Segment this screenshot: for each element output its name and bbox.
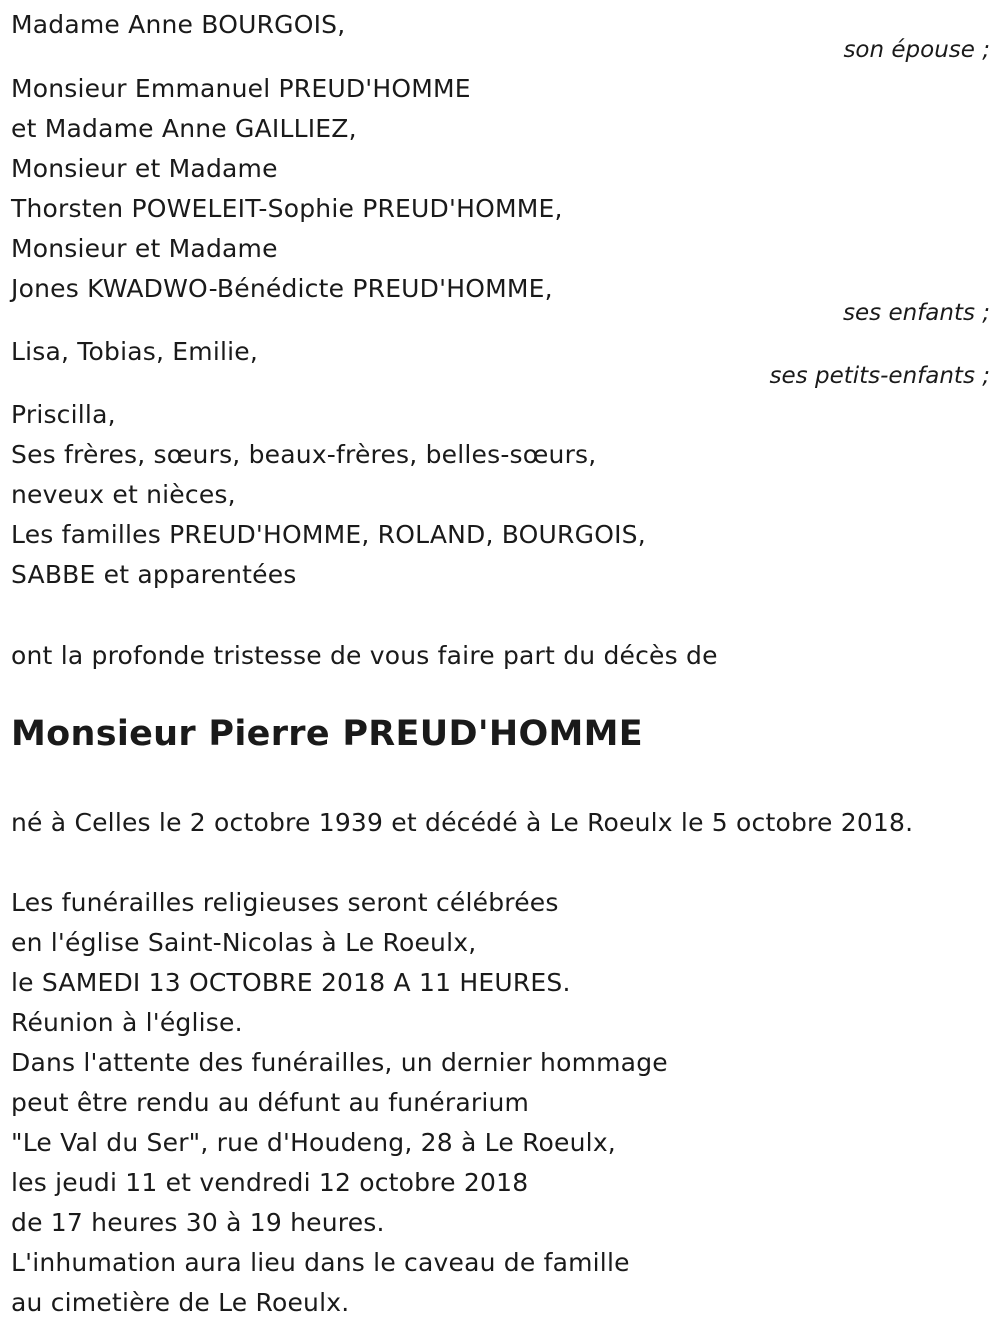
funeral-line: les jeudi 11 et vendredi 12 octobre 2018 [11,1168,529,1197]
spouse-role: son épouse ; [843,37,990,63]
birth-death-line: né à Celles le 2 octobre 1939 et décédé à Le Roeulx le 5 octobre 2018. [11,808,914,837]
family-line: Les familles PREUD'HOMME, ROLAND, BOURGOIS, [11,520,646,549]
family-line: neveux et nièces, [11,480,236,509]
grandchildren-role: ses petits-enfants ; [769,363,990,389]
children-role: ses enfants ; [843,300,990,326]
child-line: Monsieur et Madame [11,234,278,263]
child-line: Monsieur Emmanuel PREUD'HOMME [11,74,471,103]
family-line: Priscilla, [11,400,116,429]
funeral-line: Réunion à l'église. [11,1008,243,1037]
family-line: Ses frères, sœurs, beaux-frères, belles-sœurs, [11,440,597,469]
funeral-line: "Le Val du Ser", rue d'Houdeng, 28 à Le Roeulx, [11,1128,616,1157]
funeral-line: en l'église Saint-Nicolas à Le Roeulx, [11,928,477,957]
funeral-line: L'inhumation aura lieu dans le caveau de famille [11,1248,630,1277]
announcement-text: ont la profonde tristesse de vous faire part du décès de [11,641,718,670]
child-line: Monsieur et Madame [11,154,278,183]
funeral-line: de 17 heures 30 à 19 heures. [11,1208,385,1237]
spouse-name: Madame Anne BOURGOIS, [11,10,346,39]
funeral-line: peut être rendu au défunt au funérarium [11,1088,530,1117]
funeral-line: Dans l'attente des funérailles, un dernier hommage [11,1048,668,1077]
grandchildren-names: Lisa, Tobias, Emilie, [11,337,258,366]
child-line: Jones KWADWO-Bénédicte PREUD'HOMME, [11,274,553,303]
child-line: et Madame Anne GAILLIEZ, [11,114,357,143]
child-line: Thorsten POWELEIT-Sophie PREUD'HOMME, [11,194,563,223]
funeral-line: au cimetière de Le Roeulx. [11,1288,350,1317]
funeral-line: Les funérailles religieuses seront célébrées [11,888,559,917]
family-line: SABBE et apparentées [11,560,297,589]
funeral-line: le SAMEDI 13 OCTOBRE 2018 A 11 HEURES. [11,968,571,997]
deceased-name: Monsieur Pierre PREUD'HOMME [11,714,643,754]
